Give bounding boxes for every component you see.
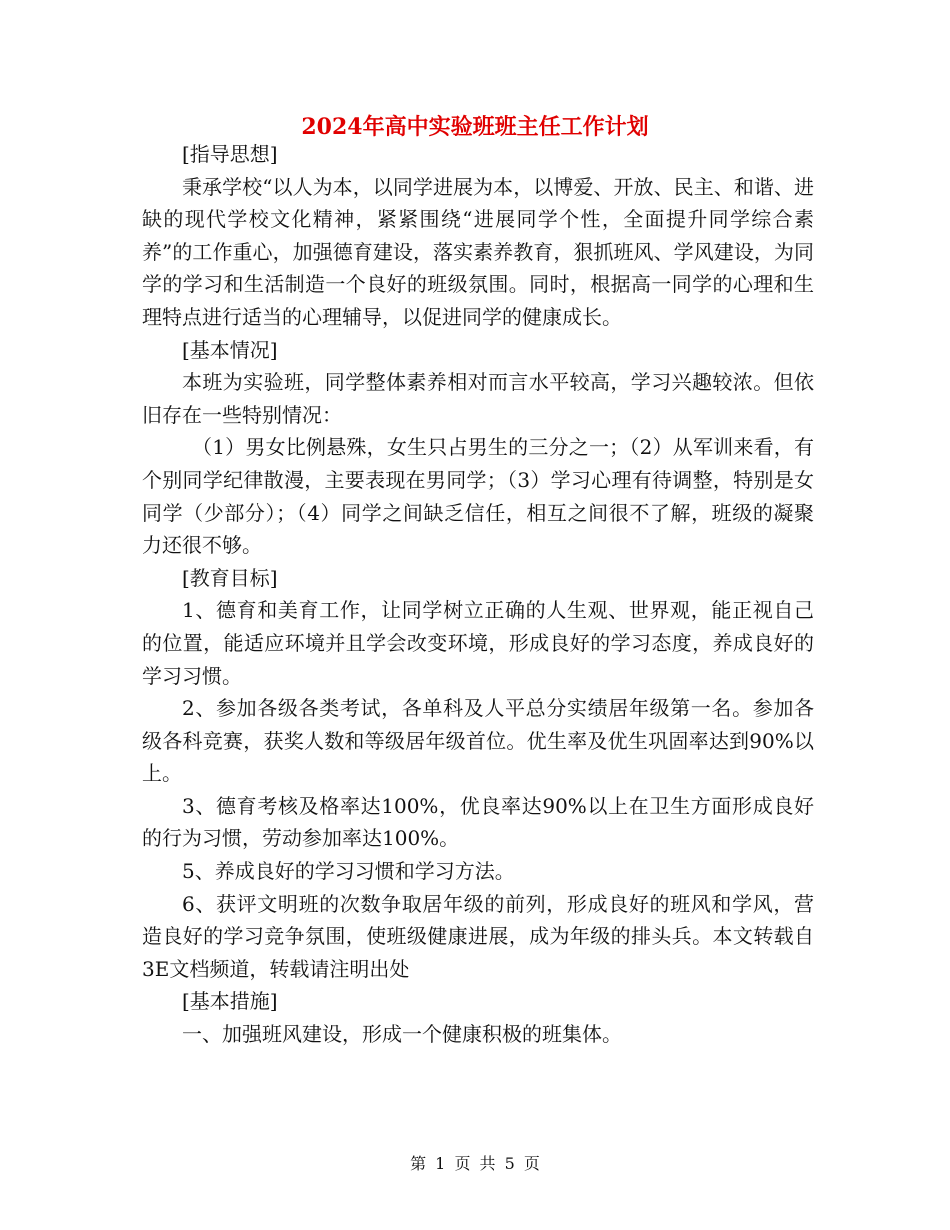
- document-title: 2024年高中实验班班主任工作计划: [301, 114, 649, 140]
- paragraph-goal-5: 5、养成良好的学习习惯和学习方法。: [182, 859, 515, 884]
- paragraph-measure-1: 一、加强班风建设，形成一个健康积极的班集体。: [182, 1022, 622, 1047]
- section-heading-guiding-ideology: [指导思想]: [182, 142, 278, 166]
- section-heading-basic-measures: [基本措施]: [182, 989, 278, 1014]
- paragraph-basic-situation: 本班为实验班，同学整体素养相对而言水平较高，学习兴趣较浓。但依旧存在一些特别情况：: [142, 370, 814, 427]
- page-footer: 第 1 页 共 5 页: [410, 1154, 540, 1173]
- section-heading-basic-situation: [基本情况]: [182, 337, 278, 362]
- paragraph-guiding-ideology: 秉承学校“以人为本，以同学进展为本，以博爱、开放、民主、和谐、进缺的现代学校文化精神，紧紧围绕“进展同学个性，全面提升同学综合素养”的工作重心，加强德育建设，落实素养教育，狠抓班风、学风建设，为同学的学习和生活制造一个良好的班级氛围。同时，根据高一同学的心理和生理特点进行适当的心理辅导，以促进同学的健康成长。: [142, 174, 814, 329]
- paragraph-goal-2: 2、参加各级各类考试，各单科及人平总分实绩居年级第一名。参加各级各科竞赛，获奖人数和等级居年级首位。优生率及优生巩固率达到90%以上。: [142, 696, 814, 786]
- document-body: [142, 138, 814, 1051]
- section-heading-education-goals: [教育目标]: [182, 565, 278, 590]
- paragraph-special-situations: （1）男女比例悬殊，女生只占男生的三分之一；（2）从军训来看，有个别同学纪律散漫，主要表现在男同学；（3）学习心理有待调整，特别是女同学（少部分）；（4）同学之间缺乏信任，相互之间很不了解，班级的凝聚力还很不够。: [142, 435, 814, 558]
- paragraph-goal-6: 6、获评文明班的次数争取居年级的前列，形成良好的班风和学风，营造良好的学习竞争氛围，使班级健康进展，成为年级的排头兵。本文转载自3E文档频道，转载请注明出处: [142, 891, 814, 981]
- paragraph-goal-3: 3、德育考核及格率达100%，优良率达90%以上在卫生方面形成良好的行为习惯，劳动参加率达100%。: [142, 793, 814, 851]
- paragraph-goal-1: 1、德育和美育工作，让同学树立正确的人生观、世界观，能正视自己的位置，能适应环境并且学会改变环境，形成良好的学习态度，养成良好的学习习惯。: [142, 598, 814, 688]
